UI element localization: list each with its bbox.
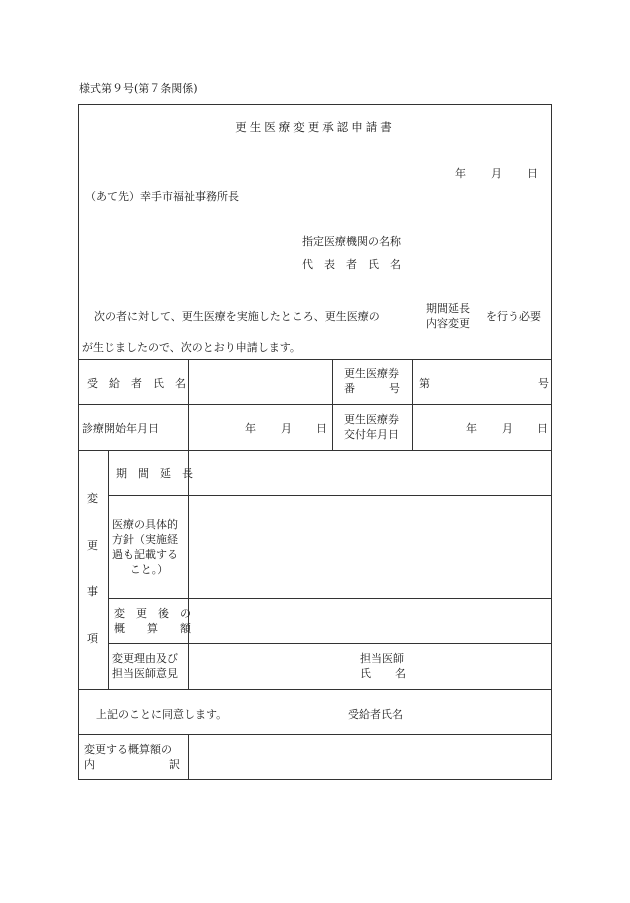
month-label: 月 bbox=[502, 422, 513, 435]
form-title: 更生医療変更承認申請書 bbox=[235, 120, 395, 134]
addressee: （あて先）幸手市福祉事務所長 bbox=[85, 190, 239, 203]
reason-line: 変更理由及び bbox=[112, 652, 178, 665]
consent-statement: 上記のことに同意します。 bbox=[96, 708, 228, 721]
day-label: 日 bbox=[316, 422, 327, 435]
divider bbox=[78, 404, 552, 405]
divider bbox=[332, 359, 333, 450]
number-suffix: 号 bbox=[538, 377, 549, 390]
divider bbox=[412, 359, 413, 450]
ticket-issue-label-line1: 更生医療券 bbox=[344, 413, 399, 426]
policy-line: こと。） bbox=[129, 563, 169, 576]
recipient-signature-label: 受給者氏名 bbox=[348, 708, 403, 721]
number-prefix: 第 bbox=[419, 377, 430, 390]
form-number: 様式第９号(第７条関係) bbox=[79, 82, 198, 95]
reason-line: 担当医師意見 bbox=[112, 667, 178, 680]
policy-line: 過も記載する bbox=[112, 548, 178, 561]
doctor-name-char: 氏 bbox=[360, 667, 371, 680]
breakdown-line: 変更する概算額の bbox=[84, 743, 172, 756]
month-label: 月 bbox=[281, 422, 292, 435]
divider bbox=[108, 643, 552, 644]
institution-name-label: 指定医療機関の名称 bbox=[302, 235, 401, 248]
treatment-policy-label bbox=[112, 517, 186, 577]
divider bbox=[78, 689, 552, 690]
breakdown-char: 内 bbox=[84, 758, 95, 771]
divider bbox=[78, 450, 552, 451]
period-extension-label: 期 間 延 長 bbox=[116, 467, 193, 480]
intro-text: 次の者に対して、更生医療を実施したところ、更生医療の bbox=[94, 310, 380, 323]
change-heading-char: 事 bbox=[87, 585, 98, 598]
doctor-name-char: 名 bbox=[395, 667, 406, 680]
year-label: 年 bbox=[466, 422, 477, 435]
divider bbox=[108, 495, 552, 496]
treatment-start-label: 診療開始年月日 bbox=[82, 422, 159, 435]
intro-text-end: を行う必要 bbox=[486, 310, 541, 323]
change-heading-char: 変 bbox=[87, 492, 98, 505]
month-label: 月 bbox=[491, 167, 502, 180]
cost-line: 概 算 額 bbox=[114, 622, 191, 635]
representative-name-label: 代 表 者 氏 名 bbox=[302, 258, 401, 271]
divider bbox=[108, 598, 552, 599]
day-label: 日 bbox=[527, 167, 538, 180]
divider bbox=[78, 734, 552, 735]
ticket-number-label bbox=[344, 366, 400, 396]
divider bbox=[188, 450, 189, 689]
attending-doctor-label bbox=[360, 651, 406, 681]
doctor-line: 担当医師 bbox=[360, 652, 404, 665]
divider bbox=[188, 359, 189, 450]
year-label: 年 bbox=[455, 167, 466, 180]
revised-cost-label bbox=[114, 606, 191, 636]
change-heading-char: 項 bbox=[87, 632, 98, 645]
ticket-issue-label-line2: 交付年月日 bbox=[344, 428, 399, 441]
recipient-name-label: 受 給 者 氏 名 bbox=[87, 377, 186, 390]
divider bbox=[78, 359, 552, 360]
cost-line: 変 更 後 の bbox=[114, 607, 191, 620]
policy-line: 方針（実施経 bbox=[112, 533, 178, 546]
change-heading-char: 更 bbox=[87, 539, 98, 552]
intro-text-line2: が生じましたので、次のとおり申請します。 bbox=[82, 341, 301, 354]
divider bbox=[108, 450, 109, 689]
ticket-number-label-char: 番 bbox=[344, 382, 355, 395]
ticket-number-label-line1: 更生医療券 bbox=[344, 367, 399, 380]
cost-breakdown-label bbox=[84, 742, 184, 772]
reason-label bbox=[112, 651, 178, 681]
ticket-issue-label bbox=[344, 412, 399, 442]
year-label: 年 bbox=[245, 422, 256, 435]
option-extension: 期間延長 bbox=[426, 302, 470, 315]
day-label: 日 bbox=[537, 422, 548, 435]
divider bbox=[188, 734, 189, 780]
ticket-number-label-char: 号 bbox=[389, 382, 400, 395]
breakdown-char: 訳 bbox=[169, 758, 180, 771]
option-change: 内容変更 bbox=[426, 317, 470, 330]
policy-line: 医療の具体的 bbox=[112, 518, 178, 531]
